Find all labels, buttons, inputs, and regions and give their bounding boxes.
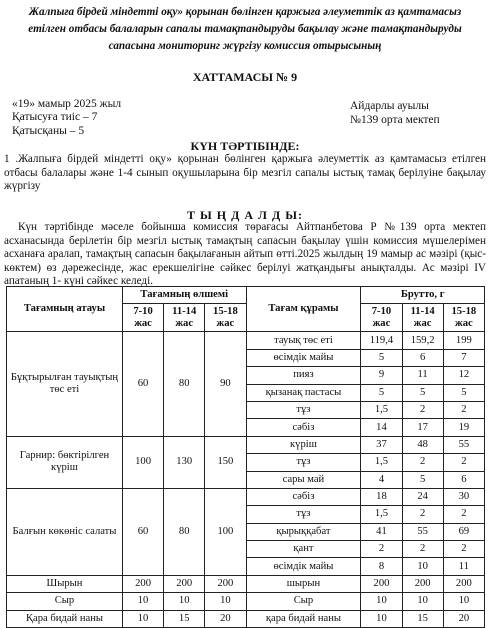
- dish-portion: 90: [205, 332, 246, 436]
- dish-portion: 10: [164, 593, 205, 610]
- ingredient-brutto: 5: [402, 384, 443, 401]
- dish-portion: 60: [122, 488, 163, 575]
- ingredient-brutto: 8: [361, 558, 402, 575]
- ingredient-brutto: 2: [402, 454, 443, 471]
- ingredient-name: өсімдік майы: [246, 349, 361, 366]
- ingredient-brutto: 37: [361, 436, 402, 453]
- dish-portion: 10: [122, 610, 163, 627]
- ingredient-name: сәбіз: [246, 419, 361, 436]
- ingredient-brutto: 10: [443, 593, 484, 610]
- dish-name: Сыр: [7, 593, 123, 610]
- dish-portion: 60: [122, 332, 163, 436]
- dish-portion: 10: [122, 593, 163, 610]
- ingredient-brutto: 6: [402, 349, 443, 366]
- ingredient-brutto: 2: [443, 401, 484, 418]
- header-age-portion: 15-18 жас: [205, 304, 246, 332]
- dish-name: Бұқтырылған тауықтың төс еті: [7, 332, 123, 436]
- ingredient-brutto: 159,2: [402, 332, 443, 349]
- ingredient-brutto: 199: [443, 332, 484, 349]
- dish-name: Гарнир: бөктірілген күріш: [7, 436, 123, 488]
- meeting-date: «19» мамыр 2025 жыл: [12, 98, 122, 110]
- ingredient-name: сәбіз: [246, 488, 361, 505]
- header-age-portion: 11-14 жас: [164, 304, 205, 332]
- dish-portion: 150: [205, 436, 246, 488]
- dish-portion: 80: [164, 332, 205, 436]
- table-row: [7, 610, 485, 627]
- ingredient-brutto: 2: [402, 506, 443, 523]
- table-row: [7, 332, 485, 349]
- attendance-required: Қатысуға тиіс – 7: [12, 111, 98, 123]
- agenda-title: КҮН ТӘРТІБІНДЕ:: [190, 139, 300, 153]
- ingredient-brutto: 11: [443, 558, 484, 575]
- heard-title: Т Ы Ң Д А Л Д Ы:: [186, 208, 304, 222]
- header-line: етілген отбасы балаларын сапалы тамақтандыруды бақылау және тамақтандыруды: [28, 23, 462, 35]
- menu-table: [6, 286, 485, 628]
- ingredient-name: тұз: [246, 401, 361, 418]
- attendance-actual: Қатысқаны – 5: [12, 125, 85, 137]
- header-line: сапасына мониторинг жүргізу комиссия отырысының: [108, 40, 382, 52]
- dish-portion: 20: [205, 610, 246, 627]
- ingredient-brutto: 2: [443, 506, 484, 523]
- ingredient-brutto: 2: [443, 454, 484, 471]
- school-name: №139 орта мектеп: [350, 114, 440, 126]
- dish-portion: 200: [205, 575, 246, 592]
- ingredient-name: пияз: [246, 367, 361, 384]
- table-row: [7, 593, 485, 610]
- ingredient-brutto: 7: [443, 349, 484, 366]
- header-line: Жалпыға бірдей міндетті оқу» қорынан бөлінген қаржыға әлеуметтік аз қамтамасыз: [28, 6, 462, 18]
- ingredient-brutto: 1,5: [361, 454, 402, 471]
- header-age-brutto: 15-18 жас: [443, 304, 484, 332]
- ingredient-brutto: 55: [402, 523, 443, 540]
- ingredient-brutto: 10: [402, 593, 443, 610]
- dish-portion: 100: [205, 488, 246, 575]
- header-age-portion: 7-10 жас: [122, 304, 163, 332]
- table-row: [7, 575, 485, 592]
- heard-text: Күн тәртібінде мәселе бойынша комиссия төрағасы Айтпанбетова Р №139 орта мектеп асханасында берілетін бір мезгіл ыстық тамақтың сапасын бақылау үшін комиссия мүшелерімен асханаға аралап, тамақтың сапасын бақылағанын айтып өтті.2025 жылдың 19 мамыр ас мәзірі (қыс-көктем) өз дәрежесінде, жас ерекшелігіне сәйкес берілуі жатқандығы анықталды. Ас мәзірі IV апатаның 1- күні сәйкес келеді.: [4, 221, 486, 288]
- ingredient-brutto: 11: [402, 367, 443, 384]
- ingredient-brutto: 200: [402, 575, 443, 592]
- ingredient-brutto: 6: [443, 471, 484, 488]
- ingredient-brutto: 4: [361, 471, 402, 488]
- ingredient-brutto: 19: [443, 419, 484, 436]
- ingredient-brutto: 30: [443, 488, 484, 505]
- ingredient-brutto: 12: [443, 367, 484, 384]
- dish-portion: 80: [164, 488, 205, 575]
- ingredient-name: қырыққабат: [246, 523, 361, 540]
- ingredient-brutto: 14: [361, 419, 402, 436]
- ingredient-brutto: 2: [402, 401, 443, 418]
- ingredient-brutto: 2: [443, 541, 484, 558]
- ingredient-name: тұз: [246, 506, 361, 523]
- table-row: [7, 436, 485, 453]
- ingredient-brutto: 200: [443, 575, 484, 592]
- ingredient-brutto: 5: [361, 349, 402, 366]
- ingredient-name: тұз: [246, 454, 361, 471]
- ingredient-brutto: 200: [361, 575, 402, 592]
- dish-name: Шырын: [7, 575, 123, 592]
- dish-name: Балғын көкөніс салаты: [7, 488, 123, 575]
- ingredient-brutto: 41: [361, 523, 402, 540]
- ingredient-brutto: 2: [361, 541, 402, 558]
- ingredient-name: тауық төс еті: [246, 332, 361, 349]
- ingredient-name: сары май: [246, 471, 361, 488]
- ingredient-name: өсімдік майы: [246, 558, 361, 575]
- ingredient-brutto: 48: [402, 436, 443, 453]
- ingredient-brutto: 2: [402, 541, 443, 558]
- ingredient-brutto: 5: [402, 471, 443, 488]
- header-brutto: Брутто, г: [361, 287, 485, 304]
- header-composition: Тағам құрамы: [246, 287, 361, 332]
- table-header-row: [7, 287, 485, 304]
- ingredient-name: қант: [246, 541, 361, 558]
- header-dish-name: Тағамның атауы: [7, 287, 123, 332]
- ingredient-name: күріш: [246, 436, 361, 453]
- header-age-brutto: 7-10 жас: [361, 304, 402, 332]
- ingredient-brutto: 5: [443, 384, 484, 401]
- ingredient-brutto: 18: [361, 488, 402, 505]
- protocol-title: ХАТТАМАСЫ № 9: [192, 70, 298, 84]
- dish-portion: 130: [164, 436, 205, 488]
- ingredient-name: шырын: [246, 575, 361, 592]
- ingredient-brutto: 10: [402, 558, 443, 575]
- ingredient-name: Сыр: [246, 593, 361, 610]
- dish-portion: 10: [205, 593, 246, 610]
- ingredient-name: қара бидай наны: [246, 610, 361, 627]
- ingredient-brutto: 20: [443, 610, 484, 627]
- meeting-place: Айдарлы ауылы: [350, 100, 429, 112]
- dish-portion: 200: [122, 575, 163, 592]
- ingredient-brutto: 24: [402, 488, 443, 505]
- ingredient-brutto: 10: [361, 610, 402, 627]
- ingredient-brutto: 17: [402, 419, 443, 436]
- dish-name: Қара бидай наны: [7, 610, 123, 627]
- ingredient-brutto: 1,5: [361, 506, 402, 523]
- dish-portion: 100: [122, 436, 163, 488]
- ingredient-brutto: 10: [361, 593, 402, 610]
- ingredient-brutto: 9: [361, 367, 402, 384]
- ingredient-brutto: 5: [361, 384, 402, 401]
- table-row: [7, 488, 485, 505]
- dish-portion: 15: [164, 610, 205, 627]
- ingredient-brutto: 15: [402, 610, 443, 627]
- ingredient-name: қызанақ пастасы: [246, 384, 361, 401]
- dish-portion: 200: [164, 575, 205, 592]
- agenda-text: 1 .Жалпыға бірдей міндетті оқу» қорынан бөлінген қаржыға әлеуметтік аз қамтамасыз етілген отбасы балалары және 1-4 сынып оқушыларына бір мезгіл сапалы ыстық тамақ берілуіне бақылау жүргізу: [4, 153, 486, 193]
- header-portion: Тағамның өлшемі: [122, 287, 246, 304]
- header-age-brutto: 11-14 жас: [402, 304, 443, 332]
- ingredient-brutto: 1,5: [361, 401, 402, 418]
- ingredient-brutto: 119,4: [361, 332, 402, 349]
- ingredient-brutto: 69: [443, 523, 484, 540]
- ingredient-brutto: 55: [443, 436, 484, 453]
